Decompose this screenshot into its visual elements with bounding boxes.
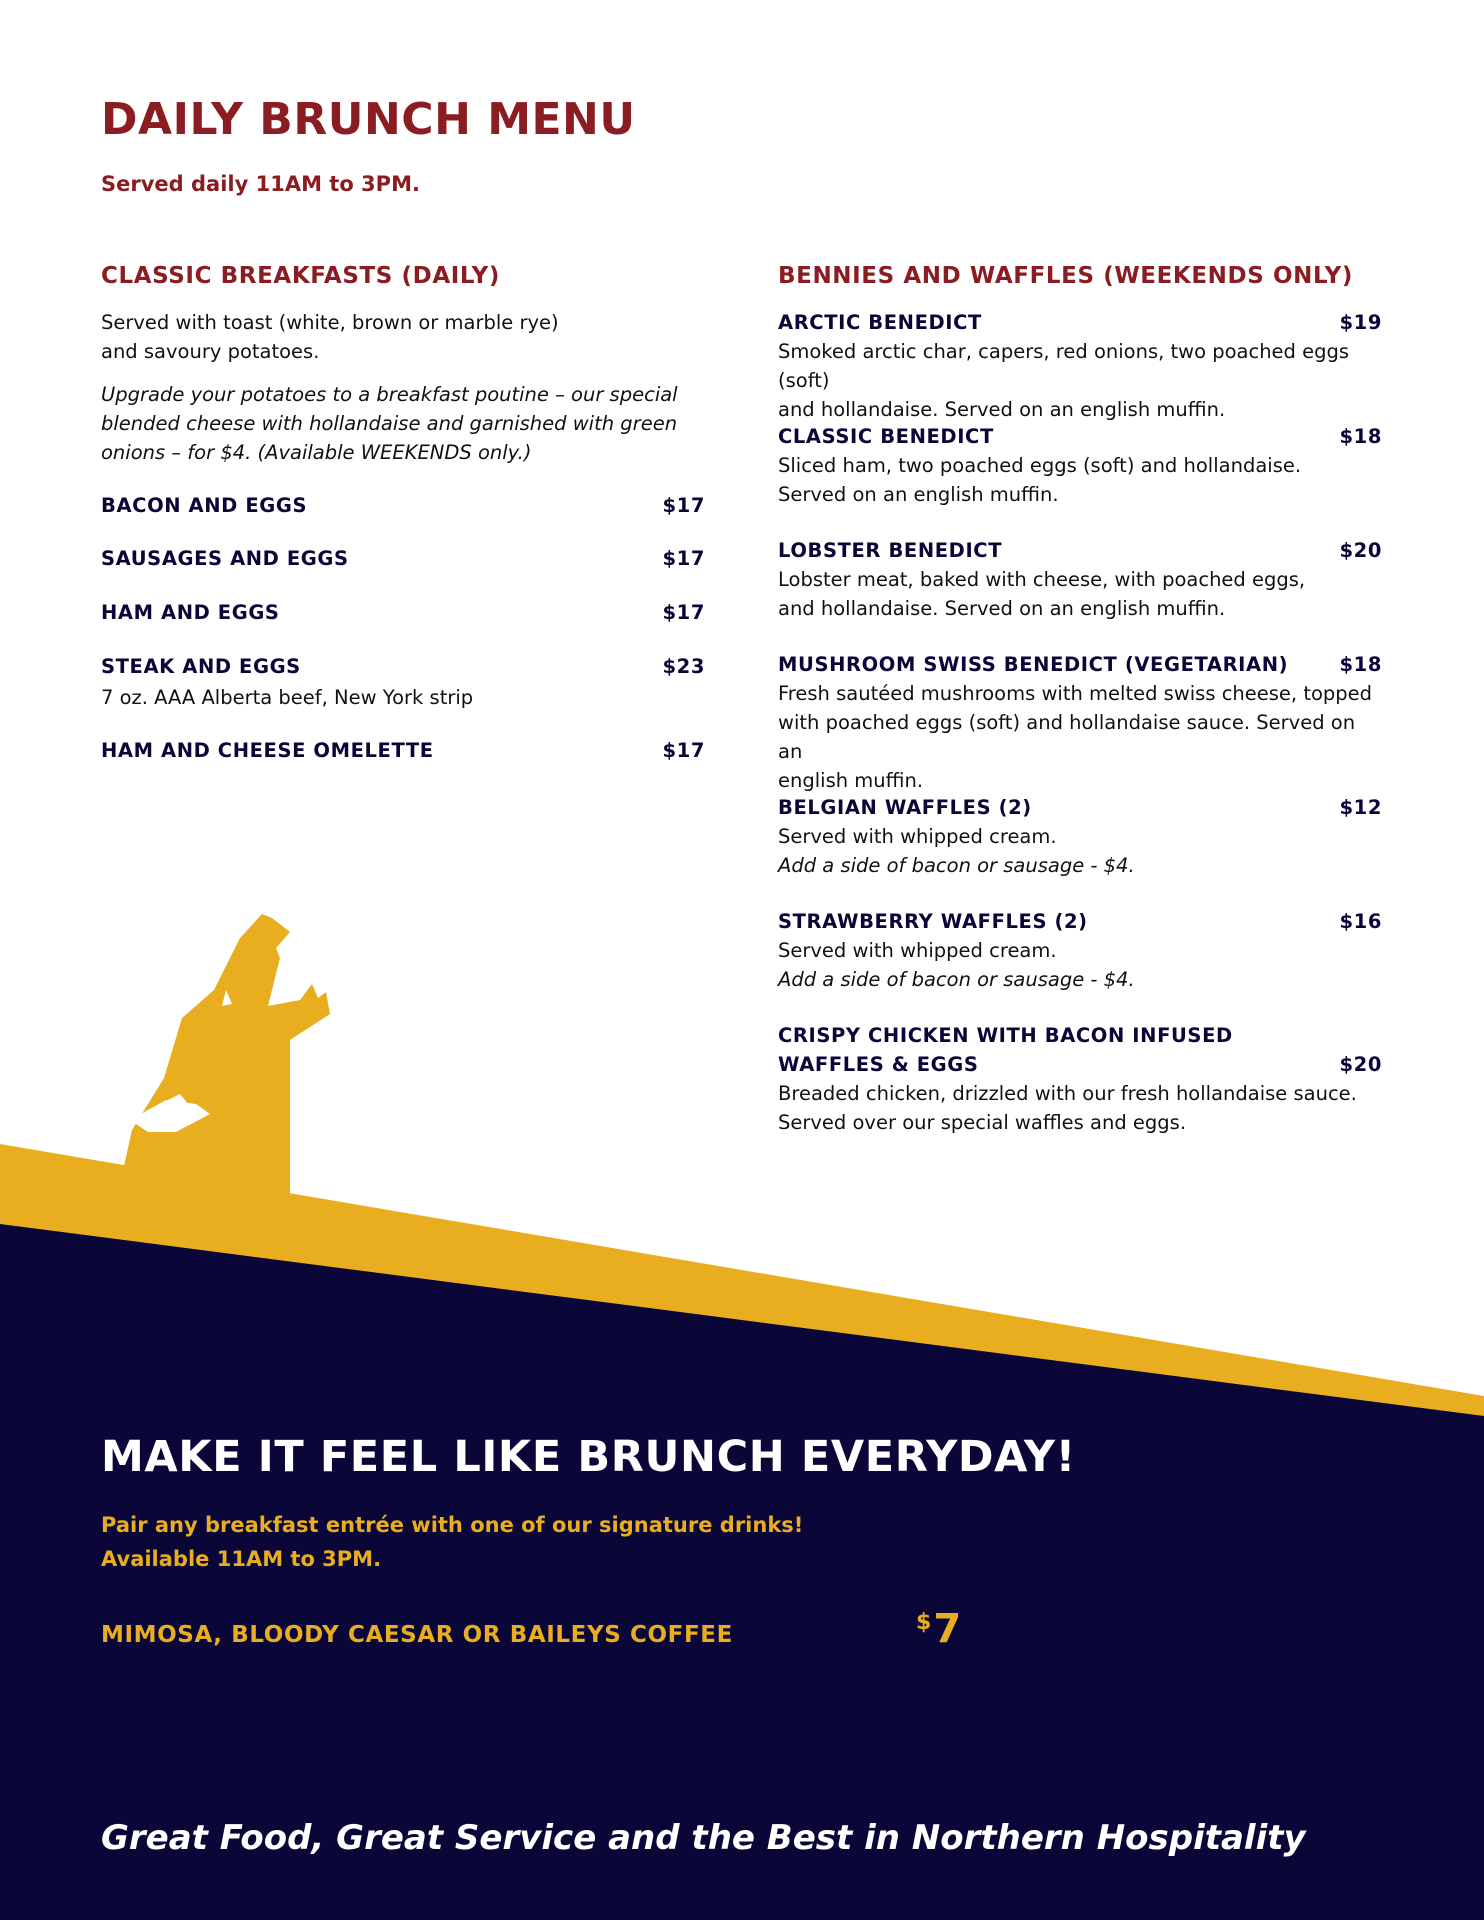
upgrade-line1: Upgrade your potatoes to a breakfast poutine – our special [101,383,678,406]
currency-symbol: $ [916,1610,932,1635]
item-desc-line: Smoked arctic char, capers, red onions, two poached eggs (soft) [778,340,1350,392]
menu-item-sausages-eggs [101,547,705,570]
item-price: $18 [1339,653,1382,676]
classic-heading: CLASSIC BREAKFASTS (DAILY) [101,263,500,289]
page-subtitle: Served daily 11AM to 3PM. [101,172,420,196]
menu-item-omelette [101,739,705,762]
item-name: BELGIAN WAFFLES (2) [778,796,1032,819]
classic-desc-line1: Served with toast (white, brown or marble rye) [101,311,559,334]
item-desc-line: Sliced ham, two poached eggs (soft) and hollandaise. [778,454,1302,477]
item-price: $23 [662,655,705,678]
item-header [778,539,1382,562]
item-name: HAM AND CHEESE OMELETTE [101,739,434,762]
item-price: $17 [662,739,705,762]
item-desc [778,936,1382,994]
item-desc-line: and hollandaise. Served on an english muffin. [778,398,1226,421]
item-price: $17 [662,601,705,624]
item-name: BACON AND EGGS [101,494,308,517]
page-title: DAILY BRUNCH MENU [101,94,636,145]
menu-item-classic-benedict [778,425,1382,509]
classic-desc-line2: and savoury potatoes. [101,340,320,363]
bennies-heading: BENNIES AND WAFFLES (WEEKENDS ONLY) [778,263,1354,289]
item-name: CLASSIC BENEDICT [778,425,994,448]
item-header [778,311,1382,334]
item-header [778,910,1382,933]
steak-description: 7 oz. AAA Alberta beef, New York strip [101,686,474,709]
item-desc-line: Served on an english muffin. [778,483,1059,506]
classic-description [101,308,559,366]
item-price: $20 [1339,1053,1382,1076]
menu-item-crispy-chicken [778,1024,1382,1137]
promo-drinks: MIMOSA, BLOODY CAESAR OR BAILEYS COFFEE [101,1622,733,1648]
promo-title: MAKE IT FEEL LIKE BRUNCH EVERYDAY! [101,1432,1076,1482]
item-desc-line: Served with whipped cream. [778,825,1057,848]
tagline: Great Food, Great Service and the Best in Northern Hospitality [101,1818,1306,1858]
item-price: $18 [1339,425,1382,448]
upgrade-line3: onions – for $4. (Available WEEKENDS only.) [101,441,532,464]
item-price: $16 [1339,910,1382,933]
item-price: $20 [1339,539,1382,562]
menu-item-mushroom-benedict [778,653,1382,795]
item-name: STRAWBERRY WAFFLES (2) [778,910,1088,933]
item-desc [778,565,1382,623]
item-desc-line: with poached eggs (soft) and hollandaise sauce. Served on an [778,711,1356,763]
menu-item-arctic-benedict [778,311,1382,424]
item-price: $17 [662,494,705,517]
item-header [778,425,1382,448]
menu-item-bacon-eggs [101,494,705,517]
promo-description [101,1508,803,1576]
item-price: $17 [662,547,705,570]
menu-item-ham-eggs [101,601,705,624]
item-note: Add a side of bacon or sausage - $4. [778,968,1135,991]
item-desc-line: Served over our special waffles and eggs. [778,1111,1187,1134]
item-desc-line: Served with whipped cream. [778,939,1057,962]
item-name: LOBSTER BENEDICT [778,539,1003,562]
promo-line2: Available 11AM to 3PM. [101,1547,382,1571]
item-name-line1: CRISPY CHICKEN WITH BACON INFUSED [778,1024,1233,1047]
item-desc-line: Breaded chicken, drizzled with our fresh hollandaise sauce. [778,1082,1357,1105]
promo-line1: Pair any breakfast entrée with one of our signature drinks! [101,1513,804,1537]
item-desc [778,337,1382,424]
menu-item-belgian-waffles [778,796,1382,880]
item-price: $12 [1339,796,1382,819]
item-name: SAUSAGES AND EGGS [101,547,349,570]
item-desc-line: Fresh sautéed mushrooms with melted swiss cheese, topped [778,682,1373,705]
upgrade-line2: blended cheese with hollandaise and garnished with green [101,412,678,435]
price-value: 7 [933,1606,962,1652]
menu-item-strawberry-waffles [778,910,1382,994]
item-header [778,653,1382,676]
item-desc [778,679,1382,795]
promo-price [916,1606,961,1652]
item-name: ARCTIC BENEDICT [778,311,982,334]
menu-item-lobster-benedict [778,539,1382,623]
item-name: MUSHROOM SWISS BENEDICT (VEGETARIAN) [778,653,1289,676]
item-desc-line: and hollandaise. Served on an english muffin. [778,597,1226,620]
howling-wolf-icon [124,914,330,1196]
item-price: $19 [1339,311,1382,334]
item-desc-line: Lobster meat, baked with cheese, with poached eggs, [778,568,1306,591]
item-desc [778,822,1382,880]
item-name: HAM AND EGGS [101,601,280,624]
menu-item-steak-eggs [101,655,705,678]
item-header [778,1053,1382,1076]
item-desc [778,451,1382,509]
classic-upgrade-note [101,380,678,467]
item-header [778,796,1382,819]
item-desc [778,1079,1382,1137]
item-note: Add a side of bacon or sausage - $4. [778,854,1135,877]
item-name-line2: WAFFLES & EGGS [778,1053,979,1076]
item-desc-line: english muffin. [778,769,924,792]
item-name: STEAK AND EGGS [101,655,301,678]
